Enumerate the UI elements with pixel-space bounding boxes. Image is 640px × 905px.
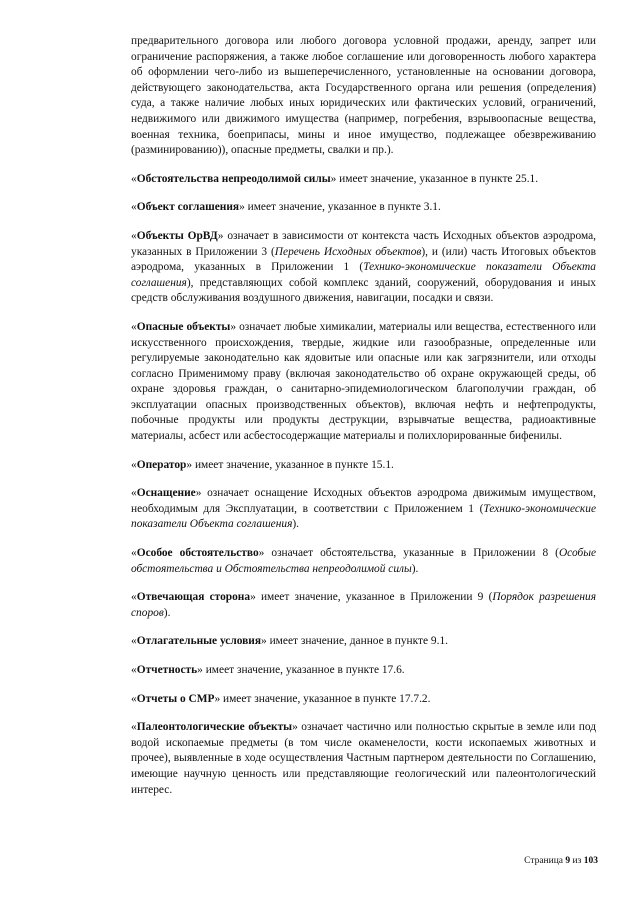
page-total-number: 103 <box>583 856 598 866</box>
definition-paragraph-orvd-objects <box>131 229 596 307</box>
definition-paragraph-smr-reports <box>131 692 596 708</box>
defined-term: Объекты ОрВД <box>136 229 218 242</box>
document-body <box>131 34 596 811</box>
paragraph-text: « <box>131 487 137 500</box>
appendix-reference: Технико-экономические показатели Объекта соглашения <box>131 502 596 531</box>
paragraph-text: ). <box>163 606 171 619</box>
defined-term: Оснащение <box>136 487 196 500</box>
defined-term: Отчеты о СМР <box>136 692 215 705</box>
definition-paragraph-suspensive-conditions <box>131 634 596 650</box>
page-label: Страница <box>524 856 564 866</box>
paragraph-text: « <box>131 591 137 604</box>
definition-paragraph-respondent-party <box>131 590 596 621</box>
defined-term: Объект соглашения <box>136 201 240 214</box>
paragraph-text: » имеет значение, указанное в пункте 25.1. <box>330 172 539 185</box>
defined-term: Особое обстоятельство <box>136 547 259 560</box>
paragraph-text: » означает частично или полностью скрытые в земле или под водой ископаемые предметы (в том числе окаменелости, кости ископаемых животных и прочее), выявленные в ходе осуществления Частным партнером деятельности по Соглашению, имеющие научную ценность или представляющие геологический или палеонтологический интерес. <box>131 721 596 796</box>
appendix-reference: Технико-экономические показатели Объекта соглашения <box>131 261 597 289</box>
paragraph-text: « <box>131 547 137 560</box>
definition-paragraph-reporting <box>131 663 596 679</box>
page-footer <box>524 856 598 866</box>
definition-paragraph-paleontological-objects <box>131 720 596 798</box>
paragraph-text: ), представляющих собой комплекс зданий, сооружений, оборудования и иных средств обслуживания воздушного движения, навигации, посадки и связи. <box>131 276 596 305</box>
paragraph-text: ). <box>411 562 419 575</box>
defined-term: Опасные объекты <box>136 320 231 333</box>
paragraph-text: « <box>131 320 137 333</box>
page-separator: из <box>572 856 582 866</box>
definition-paragraph-continuation <box>131 34 596 159</box>
definition-paragraph-hazardous-objects <box>131 320 596 445</box>
paragraph-text: « <box>131 458 137 471</box>
paragraph-text: » означает оснащение Исходных объектов аэродрома движимым имуществом, необходимым для Эксплуатации, в соответствии с Приложением 1 ( <box>131 487 596 515</box>
paragraph-text: « <box>131 172 137 185</box>
paragraph-text: предварительного договора или любого договора условной продажи, аренду, запрет или ограничение распоряжения, а также любое соглашение или договоренность любого характера об оформлении чего-либо из вышеперечисленного, установленные на основании договора, действующего законодательства, акта Государственного органа или решения (определения) суда, а также наличие любых иных юридических или фактических условий, ограничений, недвижимого или движимого имущества (например, погребения, взрывоопасные вещества, военная техника, боеприпасы, мины и иное имущество, подлежащее обезвреживанию (разминированию)), опасные предметы, свалки и пр.). <box>131 35 596 157</box>
defined-term: Обстоятельства непреодолимой силы <box>136 172 331 185</box>
paragraph-text: « <box>131 692 137 705</box>
definition-paragraph-object-of-agreement <box>131 200 596 216</box>
defined-term: Отвечающая сторона <box>136 591 251 604</box>
defined-term: Отлагательные условия <box>136 635 262 648</box>
paragraph-text: » имеет значение, указанное в пункте 17.7.2. <box>214 692 431 705</box>
definition-paragraph-special-circumstance <box>131 546 596 577</box>
paragraph-text: « <box>131 664 137 676</box>
paragraph-text: » имеет значение, указанное в пункте 17.6. <box>197 664 405 676</box>
paragraph-text: ), и (или) часть Итоговых объектов аэродрома, указанных в Приложении 1 ( <box>131 245 596 274</box>
paragraph-text: ). <box>292 518 300 531</box>
paragraph-text: « <box>131 635 137 648</box>
paragraph-text: « <box>131 201 137 214</box>
paragraph-text: » имеет значение, указанное в пункте 3.1. <box>239 201 441 214</box>
definition-paragraph-operator <box>131 458 596 474</box>
paragraph-text: » означает в зависимости от контекста часть Исходных объектов аэродрома, указанных в Приложении 3 ( <box>131 229 596 258</box>
appendix-reference: Особые обстоятельства и Обстоятельства непреодолимой силы <box>131 547 596 575</box>
defined-term: Отчетность <box>136 664 198 676</box>
paragraph-text: » имеет значение, данное в пункте 9.1. <box>261 635 448 648</box>
appendix-reference: Перечень Исходных объектов <box>274 245 422 258</box>
paragraph-text: » имеет значение, указанное в пункте 15.1. <box>186 458 394 471</box>
defined-term: Палеонтологические объекты <box>136 721 293 734</box>
paragraph-text: » имеет значение, указанное в Приложении 9 ( <box>250 591 493 604</box>
paragraph-text: « <box>131 721 137 734</box>
paragraph-text: » означает любые химикалии, материалы или вещества, естественного или искусственного происхождения, твердые, жидкие или газообразные, определенные или регулируемые законодательно как ядовитые или опасные или как загрязнители, или отходы согласно Применимому праву (включая законодательство об охране окружающей среды, об охране здоровья граждан, о санитарно-эпидемиологическом благополучии граждан, об эксплуатации опасных производственных объектов), включая нефть и нефтепродукты, побочные продукты или продукты деструкции, взрывчатые вещества, радиоактивные материалы, асбест или асбестосодержащие материалы и полихлорированные бифенилы. <box>131 320 597 443</box>
appendix-reference: Порядок разрешения споров <box>131 591 596 619</box>
page-current-number: 9 <box>565 856 571 866</box>
definition-paragraph-equipment <box>131 486 596 533</box>
paragraph-text: » означает обстоятельства, указанные в Приложении 8 ( <box>258 547 559 560</box>
definition-paragraph-force-majeure <box>131 172 596 188</box>
defined-term: Оператор <box>136 458 187 471</box>
paragraph-text: « <box>131 229 137 242</box>
